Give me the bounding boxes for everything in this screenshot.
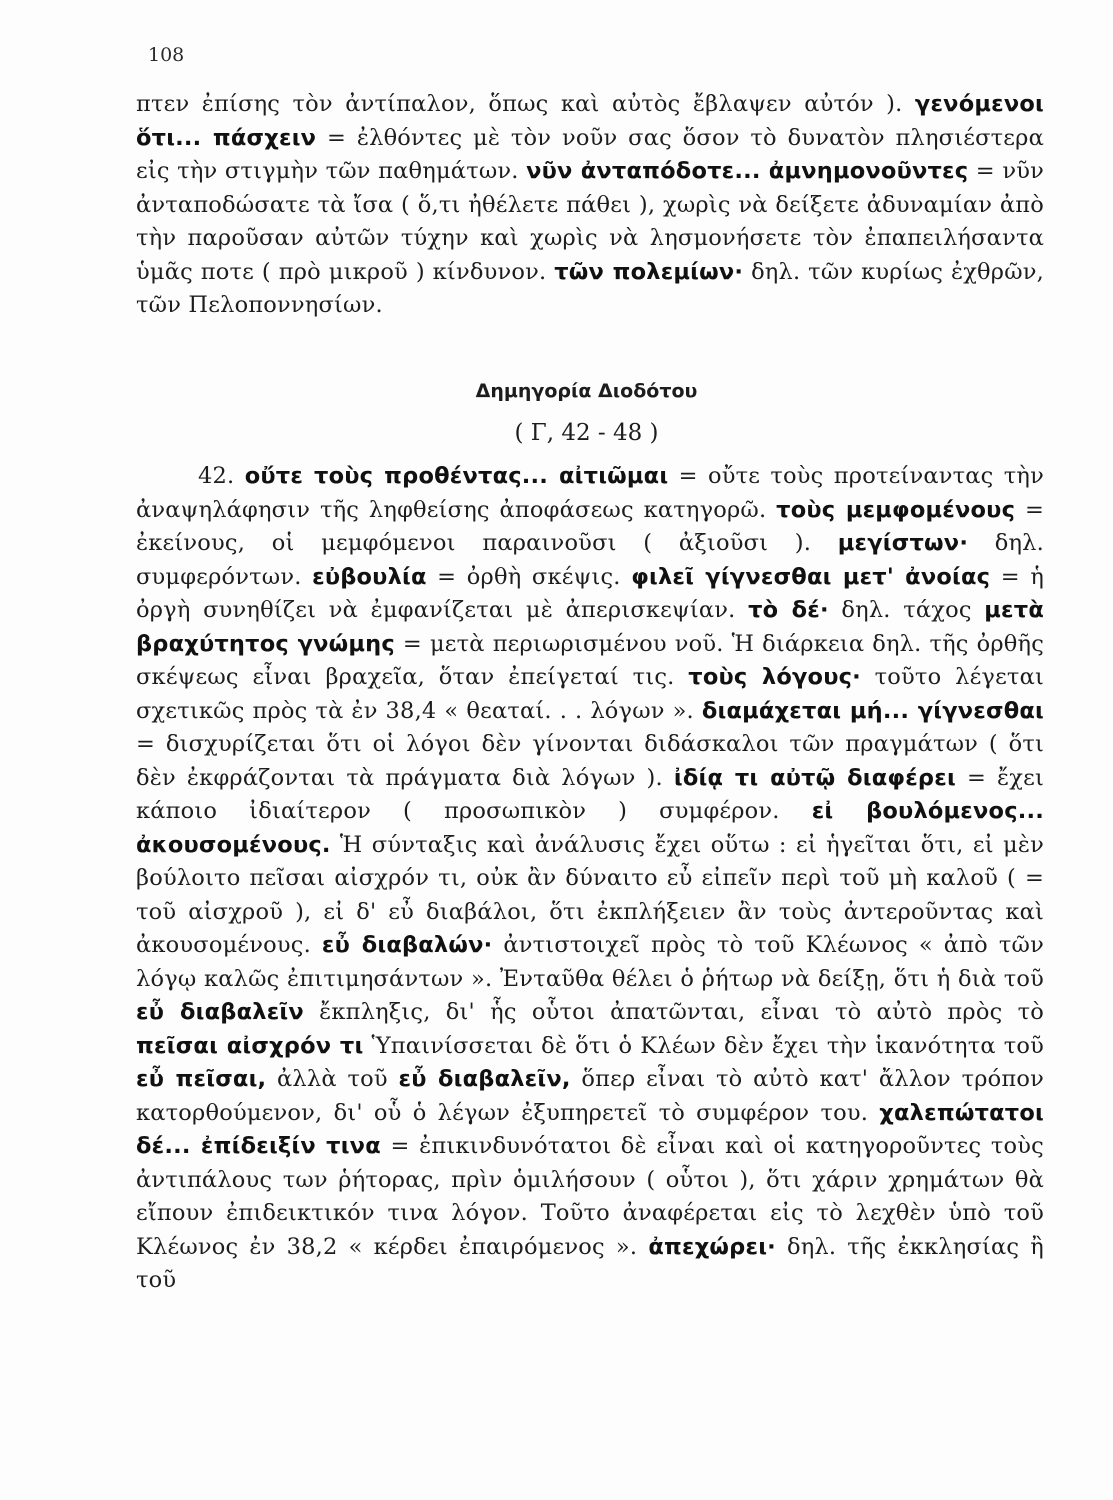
text-run: = ἐπικινδυνότατοι δὲ εἶναι καὶ οἱ κατηγοροῦντες τοὺς ἀντιπάλους των ῥήτορας, πρὶν ὁμιλήσουν ( οὗτοι ), ὅτι χάριν χρημάτων θὰ εἴπουν ἐπιδεικτικόν τινα λόγον. Τοῦτο ἀναφέρεται εἰς τὸ λεχθὲν ὑπὸ τοῦ Κλέωνος ἐν 38,2 « κέρδει ἐπαιρόμενος ». [136,1133,1044,1260]
lemma: εὖ διαβαλών· [321,932,493,958]
lemma: ἰδίᾳ τι αὐτῷ διαφέρει [673,764,956,791]
text-run: δηλ. τάχος [828,597,985,623]
text-run: δηλ. συμφερόντων. [136,530,1044,590]
page-number: 108 [148,44,185,66]
lemma: μετὰ βραχύτητος γνώμης [136,597,1044,657]
section-title: Δημηγορία Διοδότου [475,380,698,402]
lemma: τὸ δέ· [748,597,829,623]
text-run: = ὀρθὴ σκέψις. [426,563,632,590]
lemma: εὐβουλία [312,563,427,590]
lemma: εὖ διαβαλεῖν [136,999,304,1025]
text-run: = ἐλθόντες μὲ τὸν νοῦν σας ὅσον τὸ δυνατὸν πλησιέστερα εἰς τὴν στιγμὴν τῶν παθημάτων. [136,124,1044,184]
lemma: χαλεπώτατοι δέ... ἐπίδειξίν τινα [136,1099,1044,1159]
text-run: = ἐκείνους, οἱ μεμφόμενοι παραινοῦσι ( ἀξιοῦσι ). [136,496,1045,556]
lemma: γενόμενοι ὅτι... πάσχειν [136,91,1044,151]
text-run: Ἡ σύνταξις καὶ ἀνάλυσις ἔχει οὕτω : εἰ ἡγεῖται ὅτι, εἰ μὲν βούλοιτο πεῖσαι αἰσχρόν τι, οὐκ ἂν δύναιτο εὖ εἰπεῖν περὶ τοῦ μὴ καλοῦ ( = τοῦ αἰσχροῦ ), εἰ δ' εὖ διαβάλοι, ὅτι ἐκπλήξειεν ἂν τοὺς ἀντεροῦντας καὶ ἀκουσομένους. [136,831,1044,958]
lemma: τοὺς μεμφομένους [776,496,1016,523]
text-run: ἀντιστοιχεῖ πρὸς τὸ τοῦ Κλέωνος « ἀπὸ τῶν λόγῳ καλῶς ἐπιτιμησάντων ». Ἐνταῦθα θέλει ὁ ῥήτωρ νὰ δείξῃ, ὅτι ἡ διὰ τοῦ [136,932,1044,992]
lemma: τῶν πολεμίων· [554,258,744,285]
lemma: εὖ πεῖσαι, [136,1066,267,1092]
text-run: δηλ. τῶν κυρίως ἐχθρῶν, τῶν Πελοποννησίων. [136,258,1045,318]
text-run: Ὑπαινίσσεται δὲ ὅτι ὁ Κλέων δὲν ἔχει τὴν ἱκανότητα τοῦ [363,1032,1045,1059]
lemma: φιλεῖ γίγνεσθαι μετ' ἀνοίας [631,563,991,590]
text-run: δηλ. τῆς ἐκκλησίας ἢ τοῦ [136,1233,1044,1293]
text-run: = ἡ ὀργὴ συνηθίζει νὰ ἐμφανίζεται μὲ ἀπερισκεψίαν. [136,563,1045,623]
lemma: μεγίστων· [837,530,969,556]
text-run: = οὔτε τοὺς προτείναντας τὴν ἀναψηλάφησιν τῆς ληφθείσης ἀποφάσεως κατηγορῶ. [136,463,1044,523]
lemma: πεῖσαι αἰσχρόν τι [136,1032,364,1059]
text-run: = μετὰ περιωρισμένου νοῦ. Ἡ διάρκεια δηλ. τῆς ὀρθῆς σκέψεως εἶναι βραχεῖα, ὅταν ἐπείγεταί τις. [136,630,1045,690]
paragraph-text [136,88,1044,323]
text-run: ἔκπληξις, δι' ἧς οὗτοι ἀπατῶνται, εἶναι τὸ αὐτὸ πρὸς τὸ [303,999,1044,1025]
text-run: πτεν ἐπίσης τὸν ἀντίπαλον, ὅπως καὶ αὐτὸς ἔβλαψεν αὐτόν ). [136,91,915,117]
text-run: = νῦν ἀνταποδώσατε τὰ ἴσα ( ὅ,τι ἠθέλετε πάθει ), χωρὶς νὰ δείξετε ἀδυναμίαν ἀπὸ τὴν παροῦσαν αὐτῶν τύχην καὶ χωρὶς νὰ λησμονήσετε τὸν ἐπαπειλήσαντα ὑμᾶς ποτε ( πρὸ μικροῦ ) κίνδυνον. [136,158,1044,285]
section-range: ( Γ, 42 - 48 ) [514,420,659,446]
text-run: = ἔχει κάποιο ἰδιαίτερον ( προσωπικὸν ) συμφέρον. [136,764,1044,824]
lemma: εὖ διαβαλεῖν, [398,1066,571,1092]
lemma: διαμάχεται μή... γίγνεσθαι [701,697,1044,724]
chapter-number: 42. [198,463,245,489]
top-commentary-paragraph [136,88,1044,323]
lemma: νῦν ἀνταπόδοτε... ἀμνημονοῦντες [526,158,969,184]
lemma: εἰ βουλόμενος... ἀκουσομένους. [136,798,1044,858]
lemma: τοὺς λόγους· [688,664,861,690]
text-run: ὅπερ εἶναι τὸ αὐτὸ κατ' ἄλλον τρόπον κατορθούμενον, δι' οὗ ὁ λέγων ἐξυπηρετεῖ τὸ συμφέρον του. [136,1066,1044,1126]
text-run: ἀλλὰ τοῦ [266,1066,399,1092]
text-run: τοῦτο λέγεται σχετικῶς πρὸς τὰ ἐν 38,4 « θεαταί. . . λόγων ». [136,664,1044,724]
paragraph-text [136,460,1044,1298]
lemma: οὔτε τοὺς προθέντας... αἰτιῶμαι [244,463,669,489]
main-commentary-paragraph [136,460,1044,1298]
lemma: ἀπεχώρει· [648,1233,776,1260]
text-run: = δισχυρίζεται ὅτι οἱ λόγοι δὲν γίνονται διδάσκαλοι τῶν πραγμάτων ( ὅτι δὲν ἐκφράζονται τὰ πράγματα διὰ λόγων ). [136,731,1044,791]
